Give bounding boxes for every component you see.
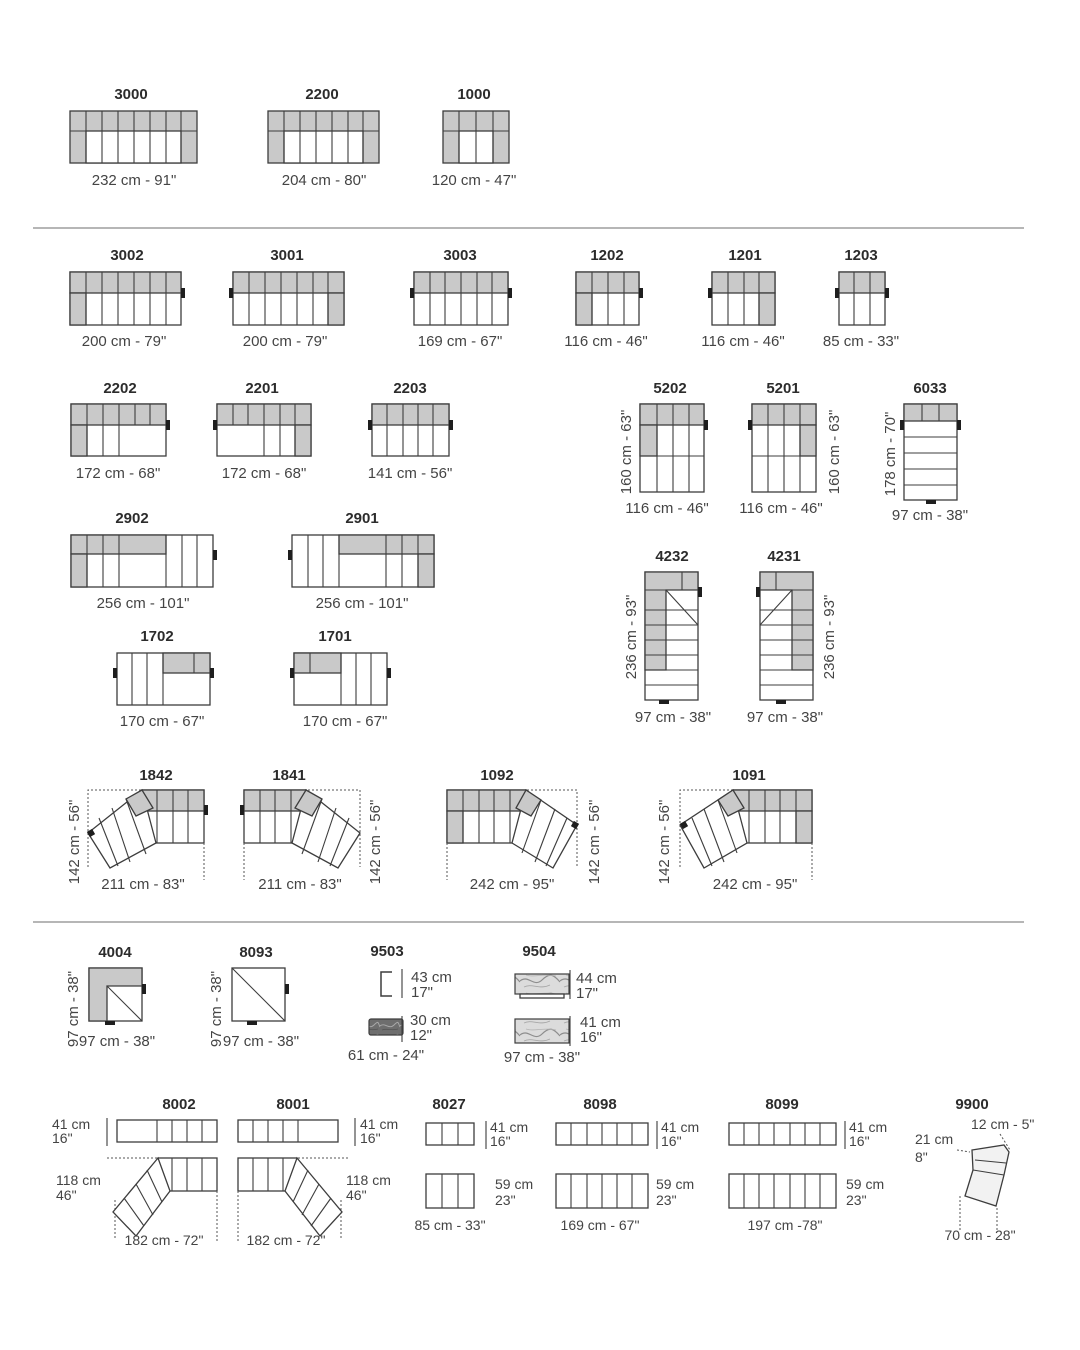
module-code: 4231 [767,548,801,565]
module-code: 2201 [245,380,279,397]
module-code: 2901 [345,510,379,527]
height-dimension-in: 17" [576,985,599,1002]
width-dimension: 97 cm - 38" [746,709,824,726]
width-dimension: 61 cm - 24" [347,1047,425,1064]
module-code: 1701 [318,628,352,645]
module-code: 1702 [140,628,174,645]
height-dimension-in: 8" [915,1149,928,1165]
depth-dimension-cm: 59 cm [656,1176,695,1192]
module-code: 8098 [583,1096,617,1113]
module-code: 2902 [115,510,149,527]
width-dimension: 97 cm - 38" [634,709,712,726]
width-dimension: 97 cm - 38" [891,507,969,524]
module-8093 [208,944,299,1050]
module-6033 [882,380,968,524]
module-code: 3003 [443,247,477,264]
depth-dimension-cm: 59 cm [495,1176,534,1192]
height-dimension-cm: 41 cm [490,1119,529,1135]
module-code: 5202 [653,380,687,397]
height-dimension-cm: 44 cm [576,970,617,987]
depth-dimension: 236 cm - 93" [623,594,640,680]
depth-dimension-cm: 118 cm [346,1172,391,1188]
module-2202 [71,380,170,482]
module-5201 [739,380,843,517]
width-dimension: 169 cm - 67" [560,1217,640,1233]
depth-dimension: 142 cm - 56" [586,799,603,885]
height-dimension-in: 17" [411,984,434,1001]
module-code: 4004 [98,944,132,961]
height-dimension-cm: 41 cm [849,1119,888,1135]
module-code: 1842 [139,767,173,784]
width-dimension: 172 cm - 68" [221,465,307,482]
depth-dimension: 178 cm - 70" [882,411,899,497]
width-dimension: 211 cm - 83" [101,876,185,893]
module-code: 9900 [955,1096,989,1113]
module-code: 1202 [590,247,624,264]
module-1202 [564,247,647,350]
height-dimension-in: 16" [661,1133,682,1149]
width-dimension: 197 cm -78" [747,1217,823,1233]
module-code: 1203 [844,247,878,264]
module-1000 [432,86,517,189]
width-dimension: 70 cm - 28" [944,1227,1016,1243]
module-2200 [268,86,379,189]
module-3002 [70,247,185,350]
module-code: 6033 [913,380,947,397]
depth-dimension-in: 46" [56,1187,77,1203]
height-dimension-in: 16" [52,1130,73,1146]
module-1842 [66,767,208,893]
module-code: 8027 [432,1096,466,1113]
module-1092 [447,767,603,893]
module-code: 1841 [272,767,306,784]
module-8002 [52,1096,217,1248]
depth-dimension: 97 cm - 38" [65,970,82,1048]
module-code: 2202 [103,380,137,397]
width-dimension: 242 cm - 95" [712,876,798,893]
module-9504 [504,943,621,1066]
width-dimension: 232 cm - 91" [91,172,177,189]
module-5202 [618,380,709,517]
module-code: 2203 [393,380,427,397]
depth-dimension: 160 cm - 63" [618,409,635,495]
module-8001 [238,1096,398,1248]
module-1091 [656,767,812,893]
module-8099 [729,1096,887,1233]
height-dimension-cm: 41 cm [580,1014,621,1031]
width-dimension: 85 cm - 33" [822,333,900,350]
height-dimension-cm: 41 cm [661,1119,700,1135]
module-code: 4232 [655,548,689,565]
width-dimension: 169 cm - 67" [417,333,503,350]
module-code: 5201 [766,380,800,397]
height-dimension-in: 16" [849,1133,870,1149]
module-1841 [240,767,384,893]
height-dimension-cm: 41 cm [52,1116,91,1132]
width-dimension: 116 cm - 46" [564,333,648,350]
module-3000 [70,86,197,189]
module-code: 1201 [728,247,762,264]
module-3003 [410,247,512,350]
height-dimension-in: 16" [490,1133,511,1149]
width-dimension: 170 cm - 67" [302,713,388,730]
module-code: 8002 [162,1096,196,1113]
width-dimension: 116 cm - 46" [701,333,785,350]
width-dimension: 242 cm - 95" [469,876,555,893]
width-dimension: 141 cm - 56" [367,465,453,482]
module-9900 [915,1096,1034,1243]
module-code: 2200 [305,86,339,103]
depth-dimension: 142 cm - 56" [367,799,384,885]
depth-dimension-in: 23" [656,1192,677,1208]
depth-dimension: 142 cm - 56" [66,799,83,885]
height-dimension-in: 12" [410,1027,433,1044]
thickness-dimension: 12 cm - 5" [971,1116,1035,1132]
height-dimension-cm: 30 cm [410,1012,451,1029]
module-code: 1000 [457,86,491,103]
width-dimension: 182 cm - 72" [124,1232,204,1248]
module-1203 [823,247,899,350]
width-dimension: 97 cm - 38" [222,1033,300,1050]
depth-dimension-cm: 59 cm [846,1176,885,1192]
depth-dimension-in: 23" [846,1192,867,1208]
width-dimension: 116 cm - 46" [739,500,823,517]
width-dimension: 97 cm - 38" [503,1049,581,1066]
width-dimension: 211 cm - 83" [258,876,342,893]
height-dimension-cm: 41 cm [360,1116,399,1132]
module-4231 [747,548,838,726]
module-8027 [414,1096,533,1233]
module-4232 [623,548,711,726]
module-code: 9503 [370,943,404,960]
module-1701 [290,628,391,730]
width-dimension: 172 cm - 68" [75,465,161,482]
depth-dimension: 160 cm - 63" [826,409,843,495]
module-code: 3001 [270,247,304,264]
module-2203 [368,380,453,482]
module-8098 [556,1096,699,1233]
width-dimension: 182 cm - 72" [246,1232,326,1248]
module-code: 8099 [765,1096,799,1113]
module-code: 1092 [480,767,514,784]
width-dimension: 200 cm - 79" [242,333,328,350]
height-dimension-cm: 43 cm [411,969,452,986]
module-code: 3002 [110,247,144,264]
depth-dimension: 142 cm - 56" [656,799,673,885]
module-code: 1091 [732,767,766,784]
module-1201 [701,247,784,350]
width-dimension: 170 cm - 67" [119,713,205,730]
depth-dimension-in: 23" [495,1192,516,1208]
module-2201 [213,380,311,482]
width-dimension: 204 cm - 80" [281,172,367,189]
width-dimension: 85 cm - 33" [414,1217,486,1233]
width-dimension: 120 cm - 47" [431,172,517,189]
width-dimension: 116 cm - 46" [625,500,709,517]
module-2902 [71,510,217,612]
depth-dimension: 236 cm - 93" [821,594,838,680]
width-dimension: 97 cm - 38" [78,1033,156,1050]
module-code: 9504 [522,943,556,960]
module-code: 8001 [276,1096,310,1113]
module-9503 [348,943,452,1064]
module-3001 [229,247,344,350]
module-4004 [65,944,155,1050]
width-dimension: 256 cm - 101" [96,595,190,612]
module-code: 3000 [114,86,148,103]
height-dimension-cm: 21 cm [915,1131,954,1147]
module-code: 8093 [239,944,273,961]
module-1702 [113,628,214,730]
width-dimension: 200 cm - 79" [81,333,167,350]
module-2901 [288,510,434,612]
height-dimension-in: 16" [360,1130,381,1146]
height-dimension-in: 16" [580,1029,603,1046]
depth-dimension: 97 cm - 38" [208,970,225,1048]
depth-dimension-in: 46" [346,1187,367,1203]
width-dimension: 256 cm - 101" [315,595,409,612]
depth-dimension-cm: 118 cm [56,1172,101,1188]
